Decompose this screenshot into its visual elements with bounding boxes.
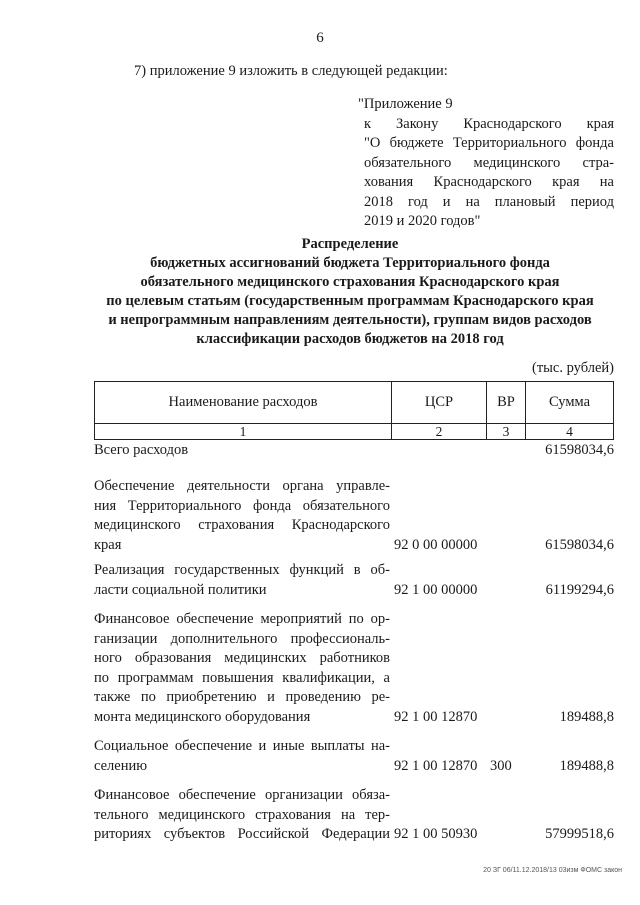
appendix-line: обязательного медицинского стра- <box>364 154 614 171</box>
row-name-line: также по приобретению и проведению ре- <box>94 689 390 705</box>
table-row <box>94 737 614 777</box>
row-name <box>94 610 390 727</box>
header-sum: Сумма <box>526 382 614 424</box>
row-sum: 189488,8 <box>559 757 614 774</box>
header-name: Наименование расходов <box>95 382 392 424</box>
table-row <box>94 786 614 846</box>
row-name-line: края <box>94 536 122 553</box>
appendix-line: хования Краснодарского края на <box>364 174 614 190</box>
title-line: и непрограммным направлениям деятельности), группам видов расходов <box>108 312 592 328</box>
row-name <box>94 786 390 845</box>
row-vr: 300 <box>490 757 512 774</box>
title-line: классификации расходов бюджетов на 2018 год <box>196 331 504 347</box>
row-sum: 189488,8 <box>559 708 614 725</box>
header-num-1: 1 <box>95 424 392 440</box>
row-csr: 92 1 00 00000 <box>394 581 478 598</box>
row-name-line: ного образования медицинских работников <box>94 650 390 666</box>
title-line: обязательного медицинского страхования Краснодарского края <box>140 274 560 290</box>
row-name <box>94 561 390 600</box>
row-sum: 61598034,6 <box>545 536 614 553</box>
row-name-line: Всего расходов <box>94 442 189 458</box>
appendix-line: "Приложение 9 <box>358 96 453 112</box>
units-label: (тыс. рублей) <box>532 360 614 376</box>
row-name-line: монта медицинского оборудования <box>94 708 311 725</box>
row-name-line: ласти социальной политики <box>94 581 267 598</box>
title-line: бюджетных ассигнований бюджета Территориального фонда <box>150 255 550 271</box>
header-csr: ЦСР <box>392 382 487 424</box>
title-line: по целевым статьям (государственным программам Краснодарского края <box>106 293 594 309</box>
row-csr: 92 0 00 00000 <box>394 536 478 553</box>
header-num-4: 4 <box>526 424 614 440</box>
row-name-line: Финансовое обеспечение мероприятий по ор- <box>94 611 390 627</box>
amendment-item-7: 7) приложение 9 изложить в следующей редакции: <box>134 63 448 79</box>
appendix-reference <box>358 95 614 232</box>
document-title <box>90 235 610 349</box>
table-row <box>94 561 614 601</box>
header-vr: ВР <box>487 382 526 424</box>
table-header <box>94 381 614 440</box>
row-name <box>94 441 390 461</box>
page-number: 6 <box>316 30 324 46</box>
header-num-2: 2 <box>392 424 487 440</box>
row-name-line: ния Территориального фонда обязательного <box>94 497 390 514</box>
header-num-3: 3 <box>487 424 526 440</box>
row-name <box>94 477 390 555</box>
row-name-line: медицинского страхования Краснодарского <box>94 517 390 533</box>
appendix-line: к Закону Краснодарского края <box>364 115 614 132</box>
row-name-line: Финансовое обеспечение организации обяза- <box>94 787 390 803</box>
row-name-line: Социальное обеспечение и иные выплаты на- <box>94 738 390 754</box>
row-name-line: Обеспечение деятельности органа управле- <box>94 478 390 494</box>
table-row <box>94 441 614 461</box>
row-name-line: ганизации дополнительного профессиональ- <box>94 630 390 647</box>
appendix-line: 2018 год и на плановый период <box>364 193 614 210</box>
row-name-line: тельного медицинского страхования на тер- <box>94 806 390 823</box>
row-name-line: Реализация государственных функций в об- <box>94 562 390 578</box>
row-sum: 61199294,6 <box>545 581 614 598</box>
row-csr: 92 1 00 12870 <box>394 757 478 774</box>
row-name-line: селению <box>94 757 148 774</box>
row-csr: 92 1 00 50930 <box>394 826 478 842</box>
table-row <box>94 477 614 557</box>
row-csr: 92 1 00 12870 <box>394 708 478 725</box>
row-name-line: по программам повышения квалификации, а <box>94 669 390 686</box>
appendix-line: 2019 и 2020 годов" <box>364 213 481 229</box>
row-name <box>94 737 390 776</box>
appendix-line: "О бюджете Территориального фонда <box>364 135 614 151</box>
title-line: Распределение <box>301 236 399 252</box>
row-name-line: риториях субъектов Российской Федерации <box>94 826 390 842</box>
document-footer-code: 20 ЗГ 06/11.12.2018/13 03изм ФОМС закон <box>483 867 622 874</box>
row-sum: 61598034,6 <box>545 442 614 458</box>
row-sum: 57999518,6 <box>545 826 614 842</box>
table-row <box>94 610 614 730</box>
